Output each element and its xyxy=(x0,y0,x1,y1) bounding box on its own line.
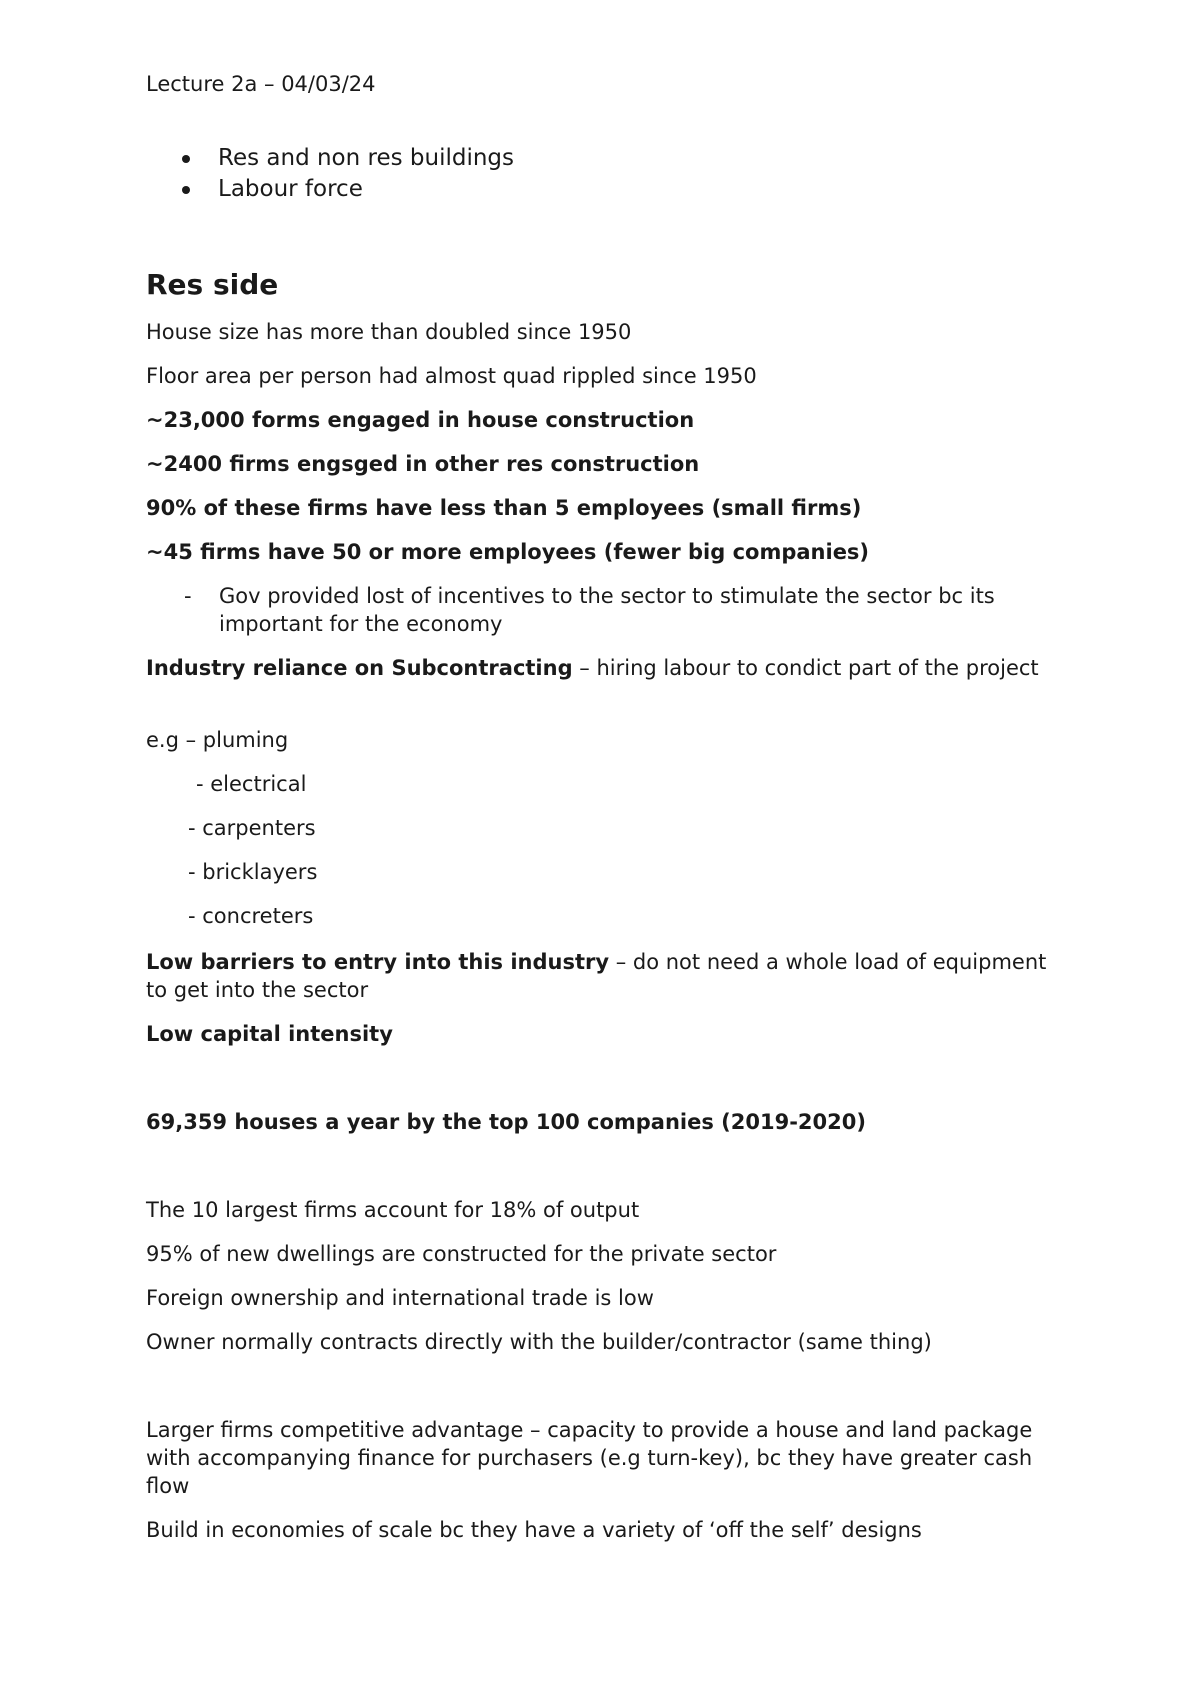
term: Low barriers to entry into this industry xyxy=(146,950,610,974)
bullet-icon xyxy=(182,155,190,163)
barriers-paragraph: Low barriers to entry into this industry – do not need a whole load of equipment to get into the sector xyxy=(146,950,1047,1002)
paragraph: The 10 largest firms account for 18% of output xyxy=(146,1198,640,1222)
section-heading: Res side xyxy=(146,268,279,301)
example-label: e.g – pluming xyxy=(146,728,289,752)
paragraph-bold: 90% of these firms have less than 5 employees (small firms) xyxy=(146,496,862,520)
term: Industry reliance on Subcontracting xyxy=(146,656,573,680)
list-item: Labour force xyxy=(182,174,514,205)
paragraph: 95% of new dwellings are constructed for the private sector xyxy=(146,1242,777,1266)
paragraph: House size has more than doubled since 1950 xyxy=(146,320,632,344)
paragraph: Build in economies of scale bc they have a variety of ‘off the self’ designs xyxy=(146,1518,922,1542)
example-item: - carpenters xyxy=(188,816,316,840)
paragraph: Larger firms competitive advantage – capacity to provide a house and land package with accompanying finance for purchasers (e.g turn-key), bc they have greater cash flow xyxy=(146,1418,1033,1498)
example-item: - concreters xyxy=(188,904,314,928)
paragraph-bold: 69,359 houses a year by the top 100 companies (2019-2020) xyxy=(146,1110,866,1134)
paragraph-bold: Low capital intensity xyxy=(146,1022,393,1046)
paragraph-bold: ~2400 firms engsged in other res construction xyxy=(146,452,700,476)
paragraph-bold: ~45 firms have 50 or more employees (fewer big companies) xyxy=(146,540,870,564)
topic-list xyxy=(182,143,514,205)
example-item: - electrical xyxy=(196,772,307,796)
paragraph: Foreign ownership and international trade is low xyxy=(146,1286,654,1310)
dash-list-item: - Gov provided lost of incentives to the sector to stimulate the sector bc its important for the economy xyxy=(184,584,995,636)
example-item: - bricklayers xyxy=(188,860,318,884)
paragraph: Owner normally contracts directly with the builder/contractor (same thing) xyxy=(146,1330,932,1354)
lecture-header: Lecture 2a – 04/03/24 xyxy=(146,72,376,96)
dash-marker: - xyxy=(184,584,192,608)
paragraph-bold: ~23,000 forms engaged in house construction xyxy=(146,408,695,432)
bullet-icon xyxy=(182,186,190,194)
paragraph: Floor area per person had almost quad rippled since 1950 xyxy=(146,364,757,388)
subcontracting-paragraph: Industry reliance on Subcontracting – hiring labour to condict part of the project xyxy=(146,656,1039,680)
list-item: Res and non res buildings xyxy=(182,143,514,174)
